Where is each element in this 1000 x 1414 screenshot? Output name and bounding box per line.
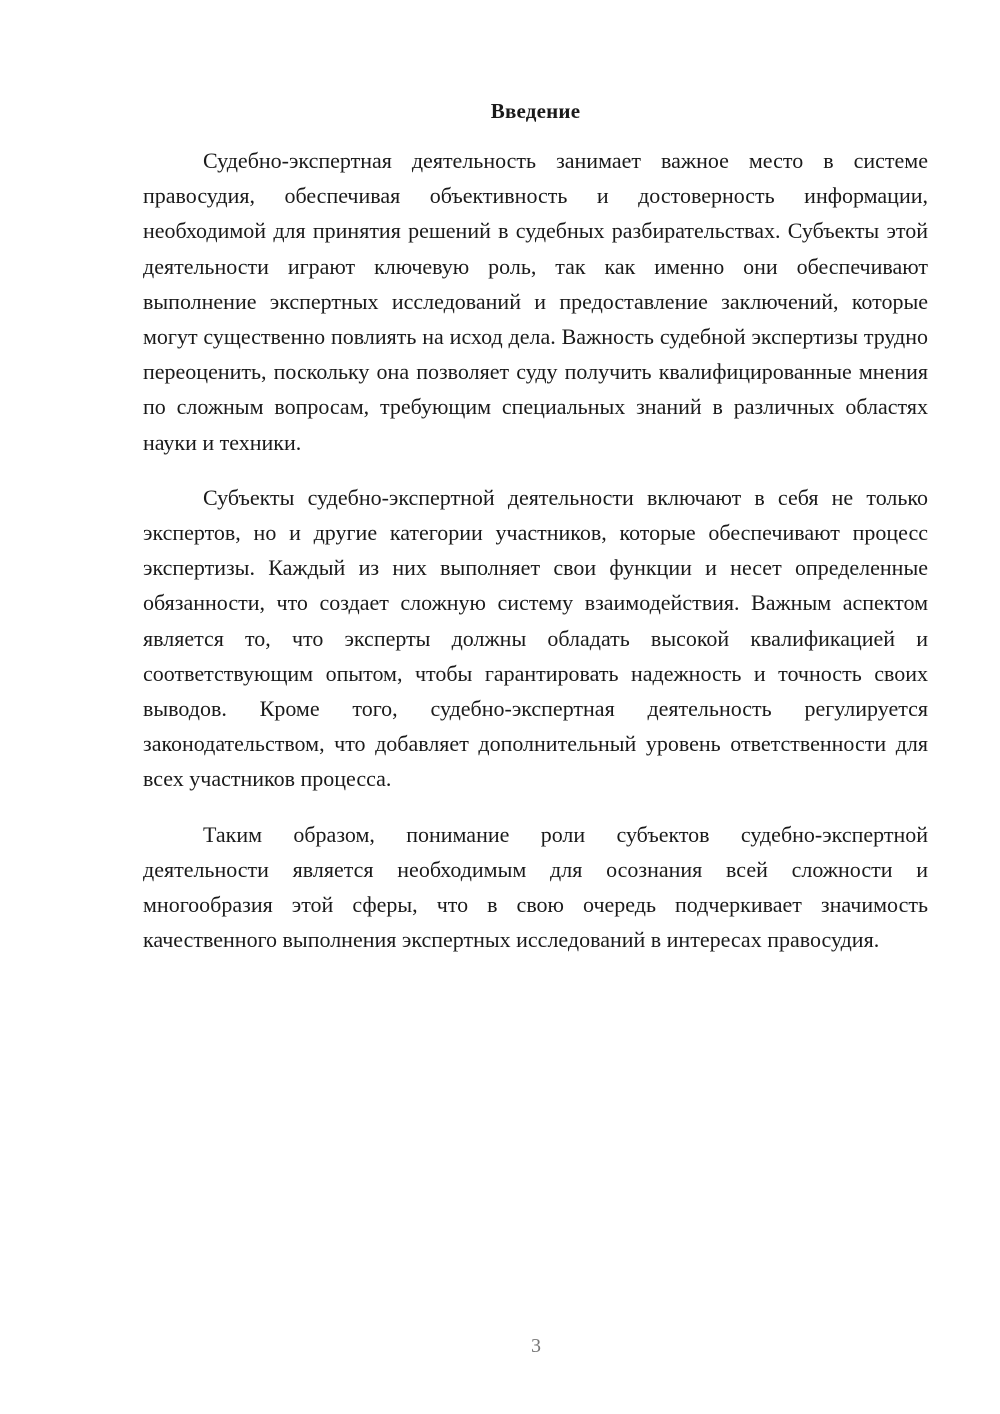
section-heading: Введение — [490, 99, 581, 123]
paragraph-2: Субъекты судебно-экспертной деятельности включают в себя не только экспертов, но и другие категории участников, которые обеспечивают процесс экспертизы. Каждый из них выполняет свои функции и несет определенные обязанности, что создает сложную систему взаимодействия. Важным аспектом является то, что эксперты должны обладать высокой квалификацией и соответствующим опытом, чтобы гарантировать надежность и точность своих выводов. Кроме того, судебно-экспертная деятельность регулируется законодательством, что добавляет дополнительный уровень ответственности для всех участников процесса. — [143, 484, 928, 792]
paragraph-3: Таким образом, понимание роли субъектов судебно-экспертной деятельности является необходимым для осознания всей сложности и многообразия этой сферы, что в свою очередь подчеркивает значимость качественного выполнения экспертных исследований в интересах правосудия. — [143, 821, 928, 953]
document-body — [143, 143, 928, 977]
paragraph-1: Судебно-экспертная деятельность занимает важное место в системе правосудия, обеспечивая объективность и достоверность информации, необходимой для принятия решений в судебных разбирательствах. Субъекты этой деятельности играют ключевую роль, так как именно они обеспечивают выполнение экспертных исследований и предоставление заключений, которые могут существенно повлиять на исход дела. Важность судебной экспертизы трудно переоценить, поскольку она позволяет суду получить квалифицированные мнения по сложным вопросам, требующим специальных знаний в различных областях науки и техники. — [143, 148, 928, 455]
page-number: 3 — [531, 1335, 541, 1357]
